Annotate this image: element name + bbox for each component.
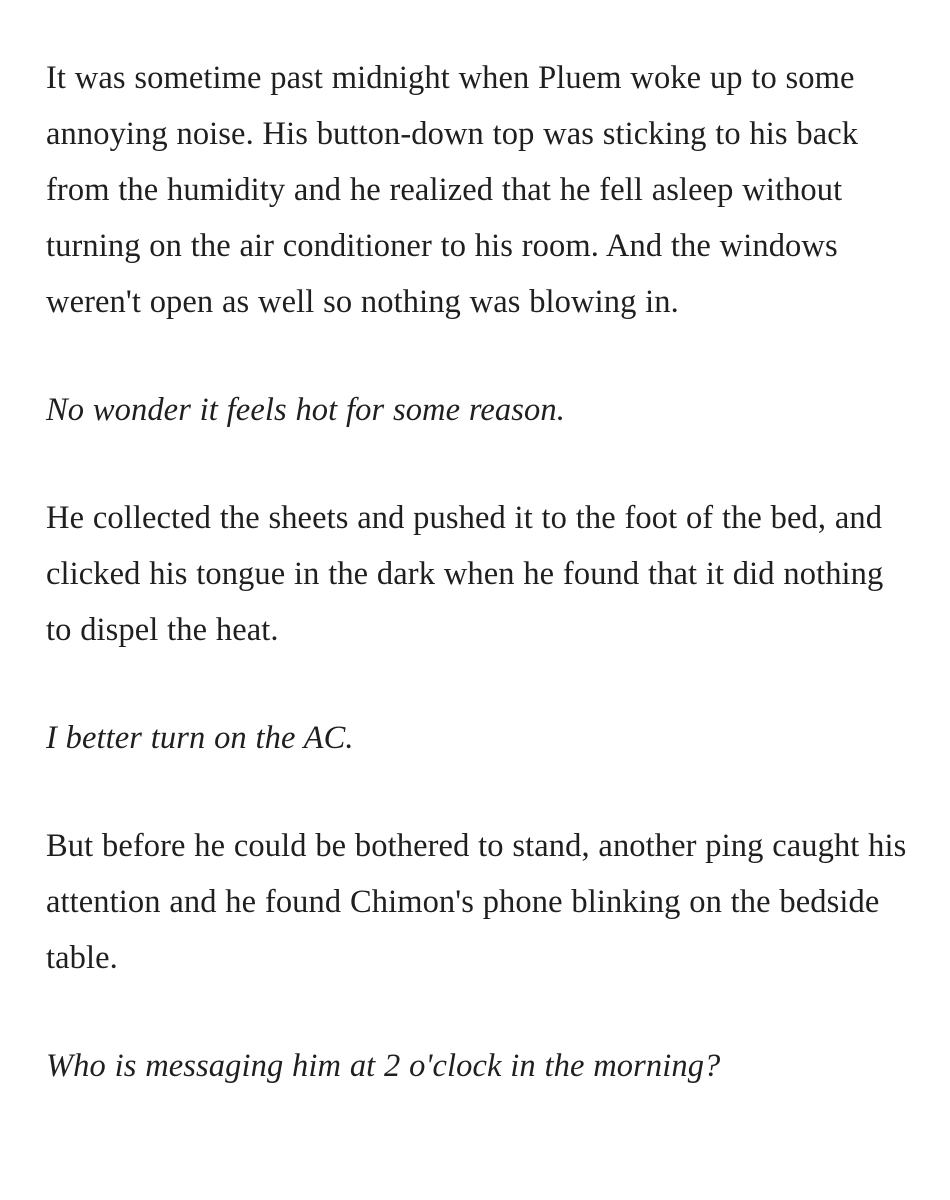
story-text [46, 50, 910, 1094]
paragraph-3: But before he could be bothered to stand, another ping caught his attention and he found Chimon's phone blinking on the bedside table. [46, 828, 907, 976]
inner-thought-1: No wonder it feels hot for some reason. [46, 392, 565, 428]
inner-thought-3: Who is messaging him at 2 o'clock in the morning? [46, 1048, 721, 1084]
paragraph-1: It was sometime past midnight when Pluem woke up to some annoying noise. His button-down top was sticking to his back from the humidity and he realized that he fell asleep without turning on the air conditioner to his room. And the windows weren't open as well so nothing was blowing in. [46, 60, 859, 320]
inner-thought-2: I better turn on the AC. [46, 720, 354, 756]
paragraph-2: He collected the sheets and pushed it to the foot of the bed, and clicked his tongue in the dark when he found that it did nothing to dispel the heat. [46, 500, 884, 648]
